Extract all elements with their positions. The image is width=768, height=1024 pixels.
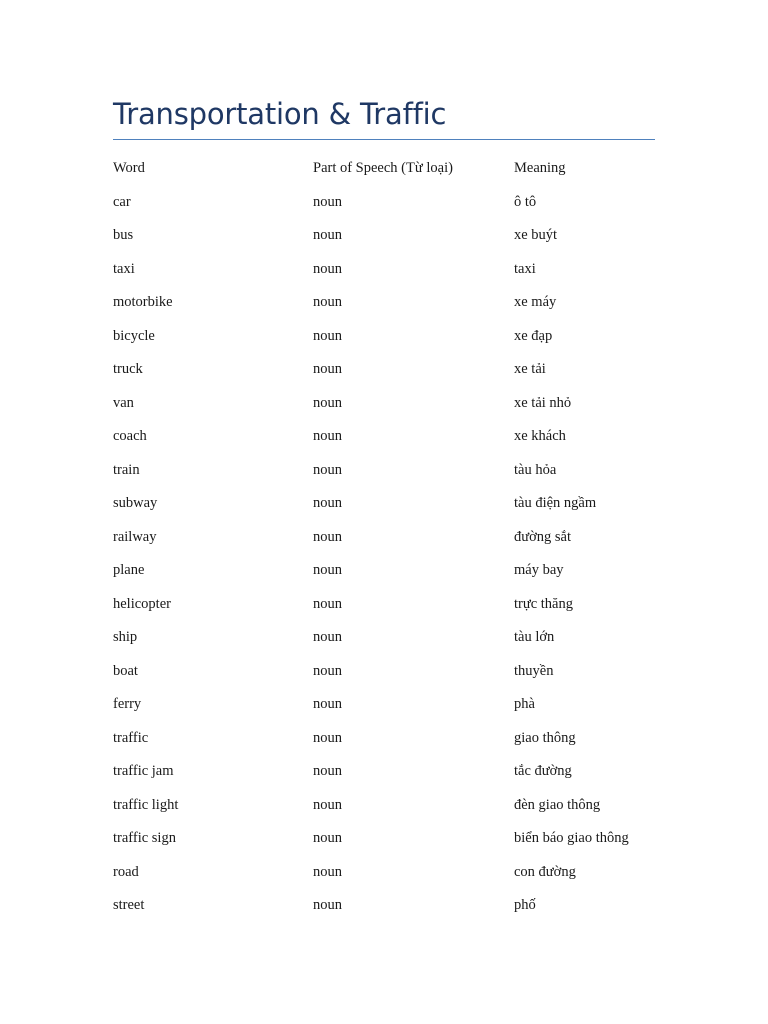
cell-meaning: tàu hỏa <box>514 461 557 478</box>
cell-meaning: tàu lớn <box>514 629 555 646</box>
cell-meaning: đường sắt <box>514 528 572 545</box>
table-row <box>113 789 673 823</box>
table-row <box>113 186 673 220</box>
table-row <box>113 889 673 923</box>
table-row <box>113 621 673 655</box>
cell-meaning: xe buýt <box>514 227 558 244</box>
cell-part-of-speech: noun <box>313 361 342 378</box>
cell-meaning: xe tải nhỏ <box>514 394 572 411</box>
cell-meaning: phố <box>514 897 536 914</box>
vocabulary-table <box>113 152 673 923</box>
cell-part-of-speech: noun <box>313 629 342 646</box>
cell-word: motorbike <box>113 294 173 311</box>
cell-meaning: biển báo giao thông <box>514 830 629 847</box>
cell-meaning: ô tô <box>514 193 537 210</box>
cell-part-of-speech: noun <box>313 193 342 210</box>
table-row <box>113 856 673 890</box>
cell-part-of-speech: noun <box>313 595 342 612</box>
cell-part-of-speech: noun <box>313 327 342 344</box>
cell-word: ferry <box>113 696 142 713</box>
cell-meaning: xe khách <box>514 428 566 445</box>
cell-meaning: đèn giao thông <box>514 796 601 813</box>
cell-part-of-speech: noun <box>313 528 342 545</box>
cell-meaning: xe tải <box>514 361 546 378</box>
cell-part-of-speech: noun <box>313 830 342 847</box>
cell-part-of-speech: noun <box>313 729 342 746</box>
cell-part-of-speech: noun <box>313 562 342 579</box>
table-row <box>113 353 673 387</box>
table-row <box>113 588 673 622</box>
cell-word: plane <box>113 562 145 579</box>
cell-word: traffic <box>113 729 149 746</box>
cell-word: helicopter <box>113 595 171 612</box>
table-row <box>113 822 673 856</box>
cell-word: traffic light <box>113 796 179 813</box>
header-part-of-speech: Part of Speech (Từ loại) <box>313 160 453 177</box>
cell-meaning: tắc đường <box>514 763 572 780</box>
table-row <box>113 253 673 287</box>
cell-meaning: thuyền <box>514 662 554 679</box>
cell-meaning: con đường <box>514 863 576 880</box>
page-title: Transportation & Traffic <box>113 97 447 131</box>
cell-word: coach <box>113 428 147 445</box>
cell-word: railway <box>113 528 157 545</box>
table-row <box>113 387 673 421</box>
cell-part-of-speech: noun <box>313 662 342 679</box>
cell-part-of-speech: noun <box>313 495 342 512</box>
cell-meaning: taxi <box>514 260 536 277</box>
table-row <box>113 554 673 588</box>
cell-word: traffic sign <box>113 830 176 847</box>
header-meaning: Meaning <box>514 160 566 177</box>
table-header-row <box>113 152 673 186</box>
table-row <box>113 688 673 722</box>
cell-part-of-speech: noun <box>313 897 342 914</box>
table-row <box>113 420 673 454</box>
cell-meaning: xe đạp <box>514 327 553 344</box>
cell-meaning: phà <box>514 696 535 713</box>
cell-part-of-speech: noun <box>313 428 342 445</box>
cell-part-of-speech: noun <box>313 394 342 411</box>
table-row <box>113 320 673 354</box>
cell-word: street <box>113 897 145 914</box>
cell-meaning: trực thăng <box>514 595 573 612</box>
cell-part-of-speech: noun <box>313 763 342 780</box>
cell-meaning: tàu điện ngầm <box>514 495 597 512</box>
title-underline <box>113 139 655 140</box>
cell-word: boat <box>113 662 138 679</box>
cell-word: bicycle <box>113 327 155 344</box>
cell-word: subway <box>113 495 158 512</box>
table-row <box>113 454 673 488</box>
cell-word: train <box>113 461 140 478</box>
cell-part-of-speech: noun <box>313 461 342 478</box>
cell-word: truck <box>113 361 143 378</box>
table-row <box>113 755 673 789</box>
cell-word: van <box>113 394 134 411</box>
cell-part-of-speech: noun <box>313 696 342 713</box>
cell-meaning: giao thông <box>514 729 576 746</box>
cell-word: ship <box>113 629 138 646</box>
cell-meaning: xe máy <box>514 294 557 311</box>
cell-part-of-speech: noun <box>313 294 342 311</box>
table-row <box>113 722 673 756</box>
cell-part-of-speech: noun <box>313 227 342 244</box>
table-body <box>113 186 673 923</box>
cell-word: traffic jam <box>113 763 174 780</box>
cell-word: car <box>113 193 131 210</box>
table-row <box>113 219 673 253</box>
cell-part-of-speech: noun <box>313 796 342 813</box>
table-row <box>113 655 673 689</box>
cell-part-of-speech: noun <box>313 260 342 277</box>
cell-word: taxi <box>113 260 135 277</box>
table-row <box>113 286 673 320</box>
table-row <box>113 521 673 555</box>
table-row <box>113 487 673 521</box>
cell-meaning: máy bay <box>514 562 564 579</box>
cell-word: road <box>113 863 139 880</box>
cell-part-of-speech: noun <box>313 863 342 880</box>
cell-word: bus <box>113 227 134 244</box>
header-word: Word <box>113 160 145 177</box>
